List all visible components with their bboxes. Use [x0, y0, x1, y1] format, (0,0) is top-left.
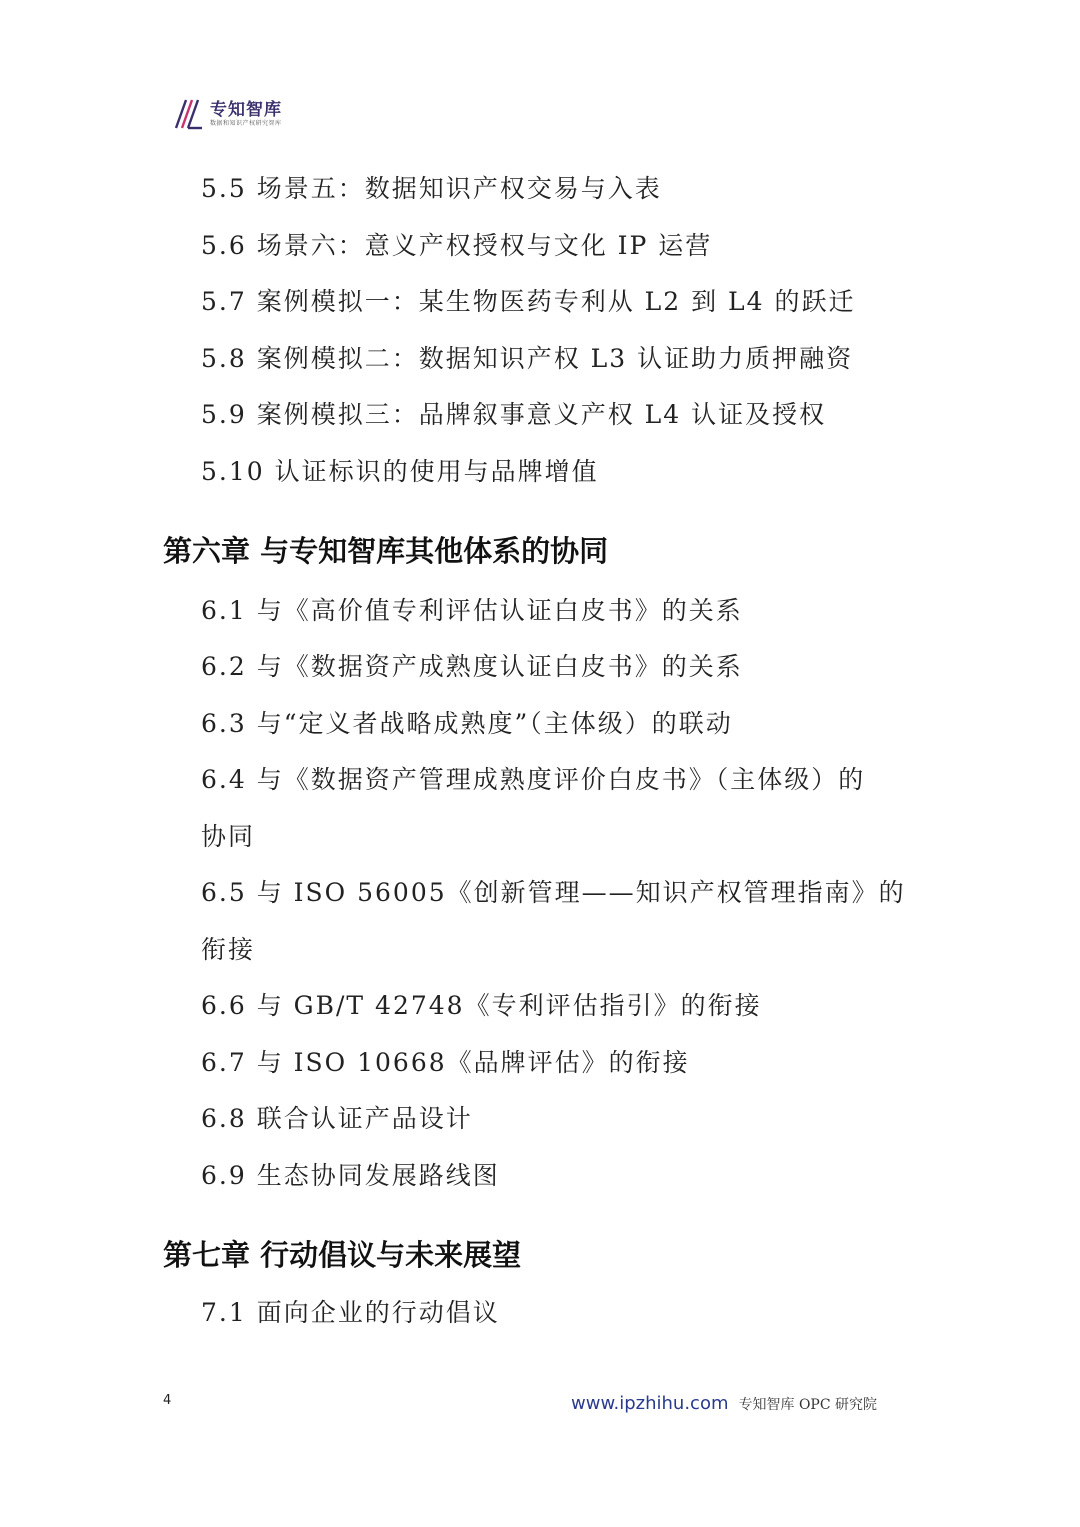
logo-tagline: 数据和知识产权研究智库	[210, 120, 282, 127]
toc-item-6-6: 6.6 与 GB/T 42748《专利评估指引》的衔接	[201, 991, 762, 1020]
logo	[174, 98, 282, 130]
footer	[571, 1393, 877, 1414]
toc-item-5-5: 5.5 场景五：数据知识产权交易与入表	[201, 174, 662, 203]
toc-item-5-8: 5.8 案例模拟二：数据知识产权 L3 认证助力质押融资	[201, 344, 854, 373]
toc-item-5-7: 5.7 案例模拟一：某生物医药专利从 L2 到 L4 的跃迁	[201, 287, 856, 316]
toc-item-5-10: 5.10 认证标识的使用与品牌增值	[201, 457, 599, 486]
chapter-7-heading: 第七章 行动倡议与未来展望	[163, 1238, 522, 1272]
toc-item-6-1: 6.1 与《高价值专利评估认证白皮书》的关系	[201, 596, 743, 625]
zhizhi-logo-icon	[174, 98, 204, 130]
logo-name: 专知智库	[210, 100, 282, 120]
toc-item-5-9: 5.9 案例模拟三：品牌叙事意义产权 L4 认证及授权	[201, 400, 827, 429]
footer-url-link[interactable]: www.ipzhihu.com	[571, 1393, 729, 1414]
toc-item-6-8: 6.8 联合认证产品设计	[201, 1104, 473, 1133]
toc-item-7-1: 7.1 面向企业的行动倡议	[201, 1298, 500, 1327]
toc-item-6-7: 6.7 与 ISO 10668《品牌评估》的衔接	[201, 1048, 690, 1077]
toc-item-6-5-continued: 衔接	[201, 935, 256, 964]
chapter-6-heading: 第六章 与专知智库其他体系的协同	[163, 534, 609, 568]
toc-item-6-4-continued: 协同	[201, 822, 256, 851]
toc-item-6-3: 6.3 与“定义者战略成熟度”（主体级）的联动	[201, 709, 733, 738]
page-number: 4	[163, 1393, 172, 1408]
footer-org: 专知智库 OPC 研究院	[738, 1397, 878, 1413]
toc-item-6-2: 6.2 与《数据资产成熟度认证白皮书》的关系	[201, 652, 743, 681]
toc-item-6-5: 6.5 与 ISO 56005《创新管理——知识产权管理指南》的	[201, 878, 906, 907]
toc-item-6-4: 6.4 与《数据资产管理成熟度评价白皮书》（主体级）的	[201, 765, 866, 794]
toc-item-5-6: 5.6 场景六：意义产权授权与文化 IP 运营	[201, 231, 713, 260]
toc-item-6-9: 6.9 生态协同发展路线图	[201, 1161, 500, 1190]
